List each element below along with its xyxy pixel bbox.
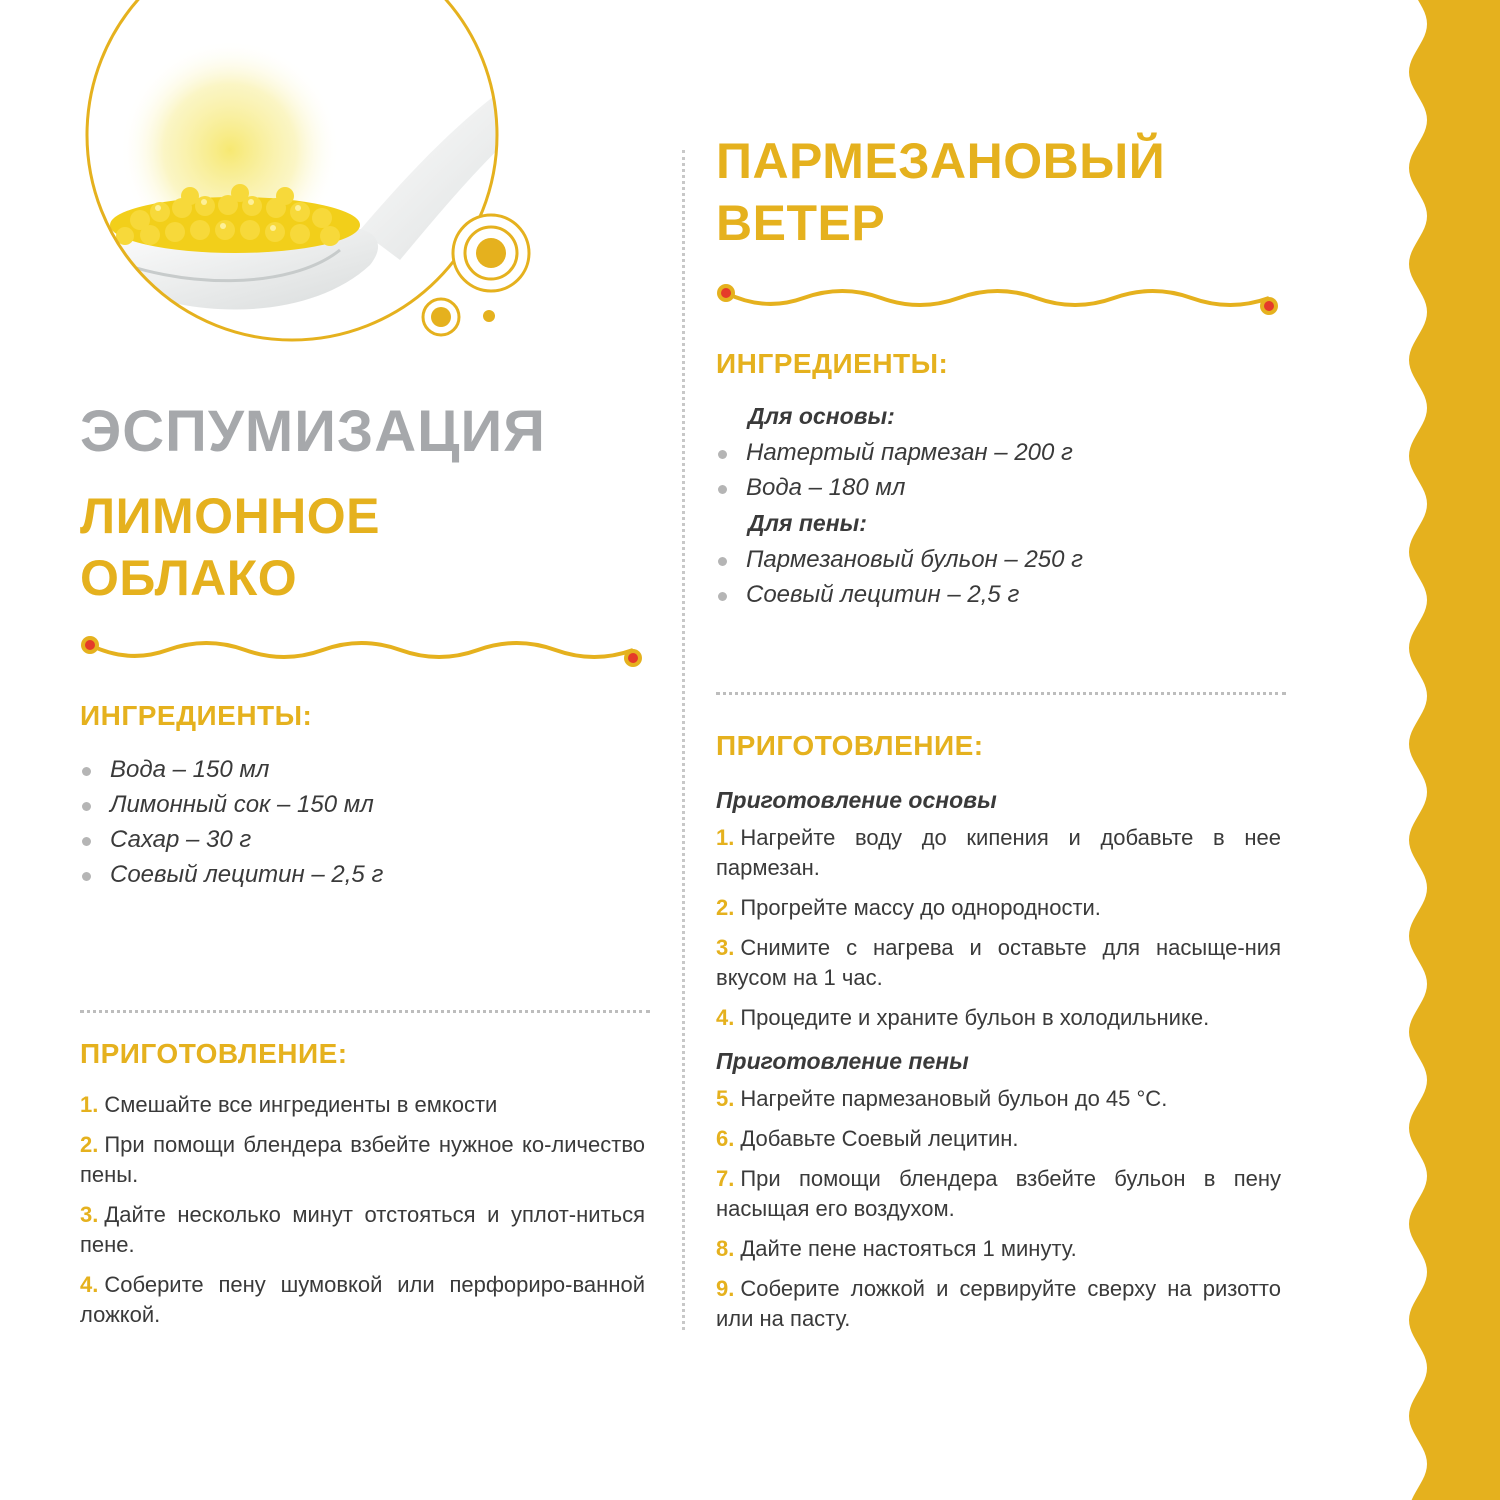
- preparation-heading: ПРИГОТОВЛЕНИЕ:: [716, 730, 984, 761]
- list-item: Вода – 180 мл: [716, 470, 1286, 505]
- step-number: 8.: [716, 1236, 735, 1261]
- foam-label: Для пены:: [748, 510, 867, 536]
- ingredients-block: [716, 398, 1286, 612]
- step-number: 2.: [80, 1132, 99, 1157]
- step-item: [80, 1270, 645, 1330]
- list-item: Лимонный сок – 150 мл: [80, 787, 640, 822]
- step-item: [716, 933, 1281, 993]
- column-divider: [682, 150, 685, 1330]
- step-number: 1.: [716, 825, 735, 850]
- step-item: [80, 1200, 645, 1260]
- step-number: 3.: [716, 935, 735, 960]
- step-text: Нагрейте пармезановый бульон до 45 °С.: [740, 1086, 1168, 1111]
- base-label: Для основы:: [748, 403, 895, 429]
- step-text: При помощи блендера взбейте нужное ко-личество пены.: [80, 1132, 645, 1187]
- step-text: При помощи блендера взбейте бульон в пену насыщая его воздухом.: [716, 1166, 1281, 1221]
- decorative-wave-divider: [76, 630, 650, 676]
- step-text: Процедите и храните бульон в холодильнике.: [740, 1005, 1210, 1030]
- category-title: ЭСПУМИЗАЦИЯ: [80, 399, 546, 464]
- step-text: Снимите с нагрева и оставьте для насыще-ния вкусом на 1 час.: [716, 935, 1281, 990]
- preparation-block: [716, 782, 1281, 1344]
- step-text: Добавьте Соевый лецитин.: [740, 1126, 1019, 1151]
- step-text: Дайте пене настояться 1 минуту.: [740, 1236, 1077, 1261]
- list-item: Сахар – 30 г: [80, 822, 640, 857]
- step-number: 4.: [716, 1005, 735, 1030]
- base-prep-label: Приготовление основы: [716, 787, 997, 813]
- list-item: Вода – 150 мл: [80, 752, 640, 787]
- step-text: Нагрейте воду до кипения и добавьте в нее пармезан.: [716, 825, 1281, 880]
- step-item: [716, 1003, 1281, 1033]
- step-text: Дайте несколько минут отстояться и уплот-ниться пене.: [80, 1202, 645, 1257]
- recipe-title-parmesan-wind: [716, 130, 1165, 254]
- step-number: 1.: [80, 1092, 99, 1117]
- ingredients-heading: ИНГРЕДИЕНТЫ:: [80, 700, 313, 731]
- preparation-heading: ПРИГОТОВЛЕНИЕ:: [80, 1038, 348, 1069]
- foam-prep-label: Приготовление пены: [716, 1048, 969, 1074]
- base-preparation-steps: [716, 823, 1281, 1033]
- step-text: Прогрейте массу до однородности.: [740, 895, 1101, 920]
- step-item: [716, 823, 1281, 883]
- lemon-cloud-photo: [0, 0, 560, 360]
- list-item: Соевый лецитин – 2,5 г: [80, 857, 640, 892]
- dotted-separator: [80, 1010, 650, 1013]
- step-item: [80, 1130, 645, 1190]
- foam-ingredients-list: [716, 542, 1286, 612]
- step-number: 6.: [716, 1126, 735, 1151]
- list-item: Соевый лецитин – 2,5 г: [716, 577, 1286, 612]
- decorative-wave-divider: [712, 278, 1286, 324]
- step-item: [716, 1234, 1281, 1264]
- step-number: 3.: [80, 1202, 99, 1227]
- decorative-wavy-stripe: [1400, 0, 1500, 1500]
- ingredients-list: [80, 752, 640, 892]
- step-number: 9.: [716, 1276, 735, 1301]
- ingredients-heading: ИНГРЕДИЕНТЫ:: [716, 348, 949, 379]
- title-line: ЛИМОННОЕ: [80, 488, 381, 544]
- title-line: ПАРМЕЗАНОВЫЙ: [716, 133, 1166, 189]
- step-number: 2.: [716, 895, 735, 920]
- step-item: [716, 1084, 1281, 1114]
- recipe-title-lemon-cloud: [80, 485, 380, 609]
- foam-preparation-steps: [716, 1084, 1281, 1334]
- list-item: Натертый пармезан – 200 г: [716, 435, 1286, 470]
- step-item: [716, 1164, 1281, 1224]
- step-text: Смешайте все ингредиенты в емкости: [104, 1092, 498, 1117]
- title-line: ОБЛАКО: [80, 550, 298, 606]
- step-text: Соберите ложкой и сервируйте сверху на ризотто или на пасту.: [716, 1276, 1281, 1331]
- step-number: 5.: [716, 1086, 735, 1111]
- list-item: Пармезановый бульон – 250 г: [716, 542, 1286, 577]
- base-ingredients-list: [716, 435, 1286, 505]
- step-number: 4.: [80, 1272, 99, 1297]
- step-number: 7.: [716, 1166, 735, 1191]
- step-item: [716, 1124, 1281, 1154]
- step-item: [716, 1274, 1281, 1334]
- dotted-separator: [716, 692, 1286, 695]
- title-line: ВЕТЕР: [716, 195, 886, 251]
- step-item: [716, 893, 1281, 923]
- step-text: Соберите пену шумовкой или перфориро-ванной ложкой.: [80, 1272, 645, 1327]
- step-item: [80, 1090, 645, 1120]
- preparation-steps: [80, 1090, 645, 1340]
